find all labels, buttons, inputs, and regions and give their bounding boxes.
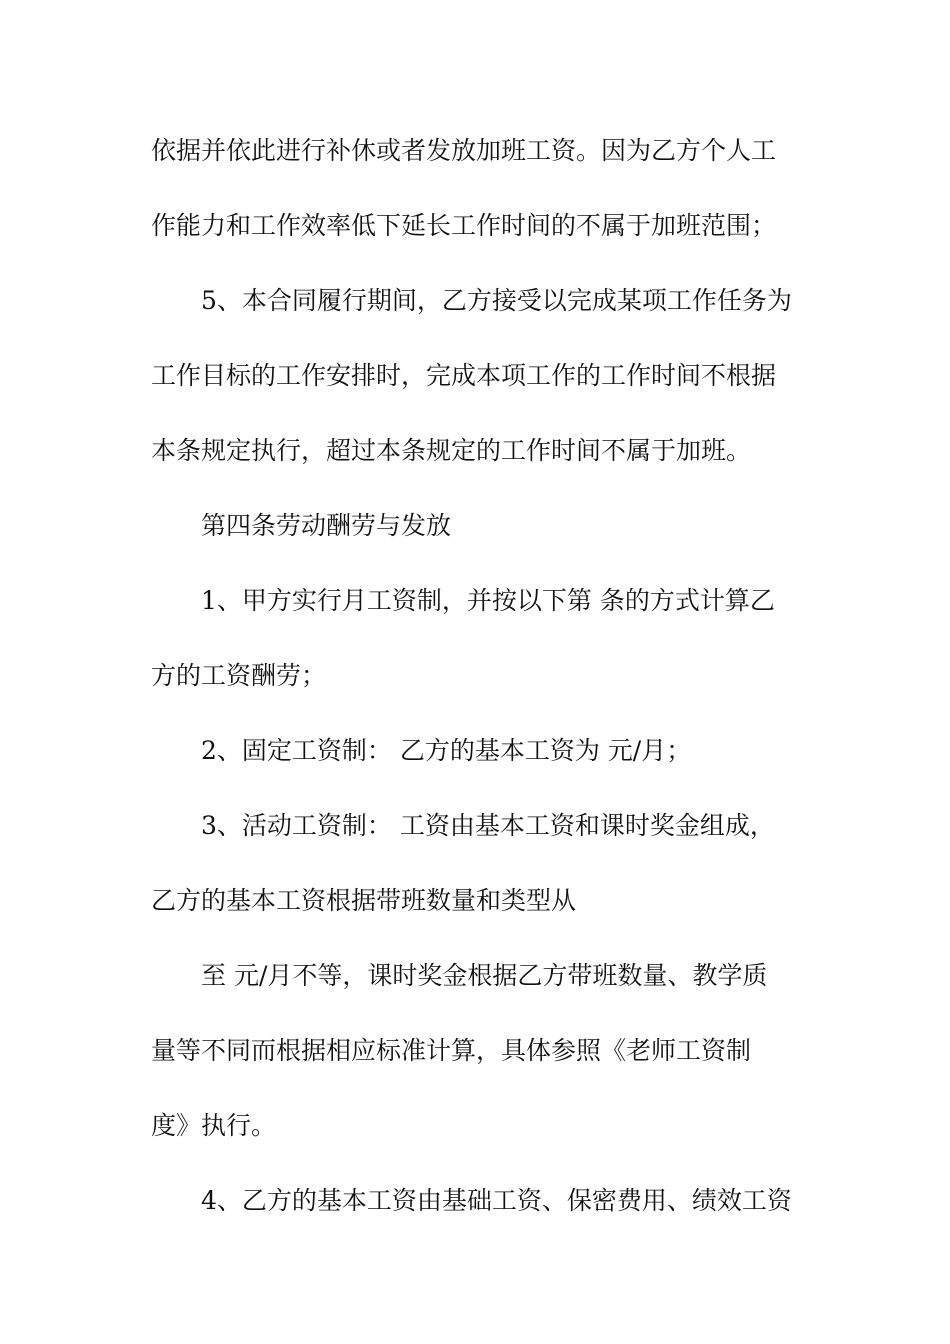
text-line: 2、固定工资制： 乙方的基本工资为 元/月；: [201, 736, 692, 765]
text-line: 作能力和工作效率低下延长工作时间的不属于加班范围；: [151, 211, 777, 240]
text-line: 4、乙方的基本工资由基础工资、保密费用、绩效工资: [201, 1186, 792, 1215]
text-line: 依据并依此进行补休或者发放加班工资。因为乙方个人工: [151, 136, 777, 165]
text-line: 工作目标的工作安排时，完成本项工作的工作时间不根据: [151, 361, 777, 390]
text-line: 度》执行。: [151, 1111, 277, 1140]
text-line: 至 元/月不等，课时奖金根据乙方带班数量、教学质: [201, 961, 768, 990]
text-line: 方的工资酬劳；: [151, 661, 327, 690]
text-line: 量等不同而根据相应标准计算，具体参照《老师工资制: [151, 1036, 752, 1065]
text-line: 5、本合同履行期间，乙方接受以完成某项工作任务为: [201, 286, 792, 315]
text-line: 本条规定执行，超过本条规定的工作时间不属于加班。: [151, 436, 752, 465]
text-line: 乙方的基本工资根据带班数量和类型从: [151, 886, 577, 915]
text-line: 1、甲方实行月工资制，并按以下第 条的方式计算乙: [201, 586, 775, 615]
section-heading: 第四条劳动酬劳与发放: [201, 511, 452, 540]
text-line: 3、活动工资制： 工资由基本工资和课时奖金组成，: [201, 811, 775, 840]
